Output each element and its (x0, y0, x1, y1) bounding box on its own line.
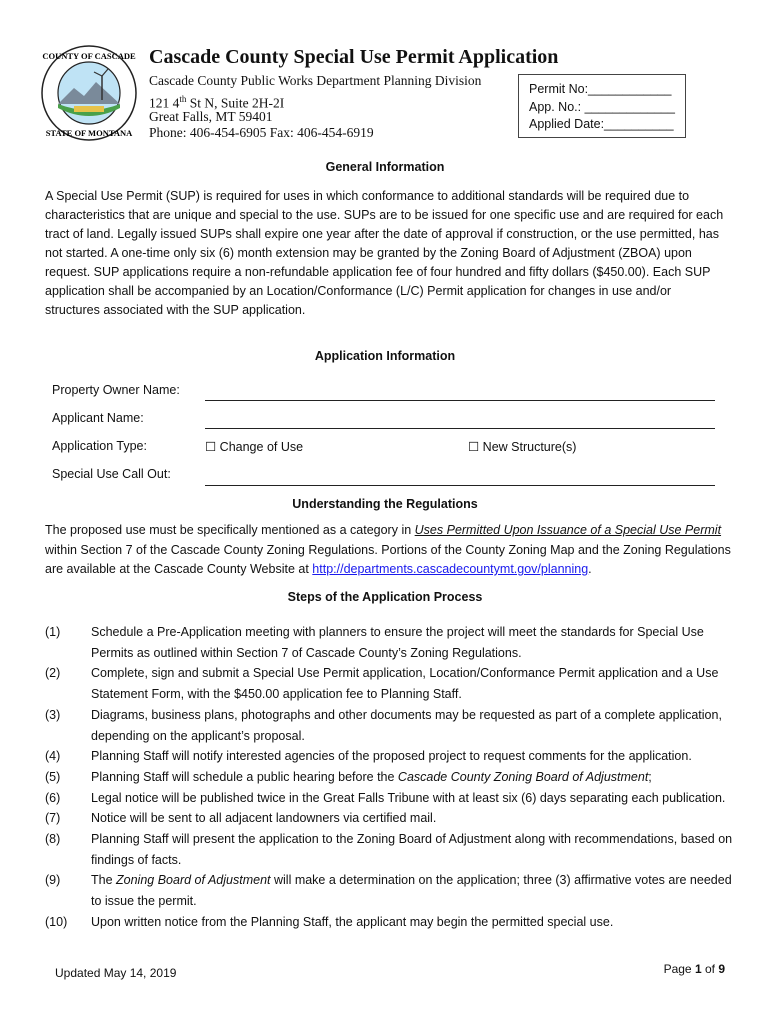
application-type-label: Application Type: (52, 439, 147, 453)
svg-text:STATE OF MONTANA: STATE OF MONTANA (45, 128, 133, 138)
steps-heading: Steps of the Application Process (287, 590, 483, 604)
list-item: (6) Legal notice will be published twice in the Great Falls Tribune with at least six (6) days separating each publication. (45, 790, 726, 805)
svg-text:COUNTY OF CASCADE: COUNTY OF CASCADE (42, 51, 136, 61)
list-item: (9) The Zoning Board of Adjustment will make a determination on the application; three (3) affirmative votes are needed to issue the permit. (45, 873, 732, 909)
page-title: Cascade County Special Use Permit Application (149, 46, 559, 68)
address-line-1: Cascade County Public Works Department Planning Division (149, 73, 482, 88)
applicant-name-label: Applicant Name: (52, 411, 144, 425)
list-item: (1) Schedule a Pre-Application meeting with planners to ensure the project will meet the standards for Special Use Permits as outlined within Section 7 of Cascade County’s Zoning Regulations. (45, 625, 704, 660)
permit-number-box (518, 74, 686, 138)
special-use-callout-label: Special Use Call Out: (52, 467, 171, 481)
page-number: Page 1 of 9 (663, 962, 725, 976)
special-use-callout-field[interactable] (205, 485, 715, 486)
general-information-text: A Special Use Permit (SUP) is required for uses in which conformance to additional standards will be required due to characteristics that are unique and special to the use. SUPs are to be issued for one specific use and are required for each tract of land. Legally issued SUPs shall expire one year after the date of approval if construction, or the use permitted, has not started. A one-time only six (6) month extension may be granted by the Zoning Board of Adjustment (ZBOA) upon request. SUP applications require a non-refundable application fee of four hundred and fifty dollars ($450.00). Each SUP application shall be accompanied by an Location/Conformance (L/C) Permit application for changes in use and/or structures associated with the SUP application. (45, 189, 724, 317)
address-line-3: Great Falls, MT 59401 (149, 109, 273, 124)
general-information-heading: General Information (325, 160, 445, 174)
application-information-heading: Application Information (314, 349, 456, 363)
regulations-heading: Understanding the Regulations (292, 497, 478, 511)
applicant-name-field[interactable] (205, 428, 715, 429)
address-line-2: 121 4th St N, Suite 2H-2I (149, 94, 285, 111)
uses-permitted-reference: Uses Permitted Upon Issuance of a Special Use Permit (414, 523, 722, 537)
app-no-field[interactable]: App. No.: _____________ (529, 99, 675, 114)
new-structure-checkbox[interactable]: ☐ New Structure(s) (468, 440, 577, 454)
list-item: (8) Planning Staff will present the application to the Zoning Board of Adjustment along with recommendations, based on findings of facts. (45, 832, 733, 867)
change-of-use-checkbox[interactable]: ☐ Change of Use (205, 440, 304, 454)
list-item: (5) Planning Staff will schedule a public hearing before the Cascade County Zoning Board of Adjustment; (45, 769, 652, 784)
address-line-4: Phone: 406-454-6905 Fax: 406-454-6919 (149, 125, 374, 140)
planning-website-link[interactable]: http://departments.cascadecountymt.gov/planning (312, 562, 589, 576)
county-seal-logo (40, 44, 138, 142)
updated-date: Updated May 14, 2019 (55, 966, 177, 980)
property-owner-field[interactable] (205, 400, 715, 401)
steps-list (45, 622, 735, 933)
regulations-text: The proposed use must be specifically mentioned as a category in Uses Permitted Upon Issuance of a Special Use Permit within Section 7 of the Cascade County Zoning Regulations. Portions of the County Zoning Map and the Zoning Regulations are available at the Cascade County Website at http://departments.cascadecountymt.gov/planning. (45, 523, 731, 576)
applied-date-field[interactable]: Applied Date:__________ (529, 117, 674, 131)
list-item: (10) Upon written notice from the Planning Staff, the applicant may begin the permitted special use. (45, 914, 614, 929)
list-item: (2) Complete, sign and submit a Special Use Permit application, Location/Conformance Permit application and a Use Statement Form, with the $450.00 application fee to Planning Staff. (45, 666, 719, 702)
list-item: (4) Planning Staff will notify interested agencies of the proposed project to request comments for the application. (45, 749, 692, 764)
list-item: (7) Notice will be sent to all adjacent landowners via certified mail. (45, 811, 437, 826)
list-item: (3) Diagrams, business plans, photographs and other documents may be requested as part of a complete application, depending on the applicant’s proposal. (45, 707, 722, 743)
permit-no-field[interactable]: Permit No:____________ (529, 82, 672, 96)
property-owner-label: Property Owner Name: (52, 383, 180, 397)
